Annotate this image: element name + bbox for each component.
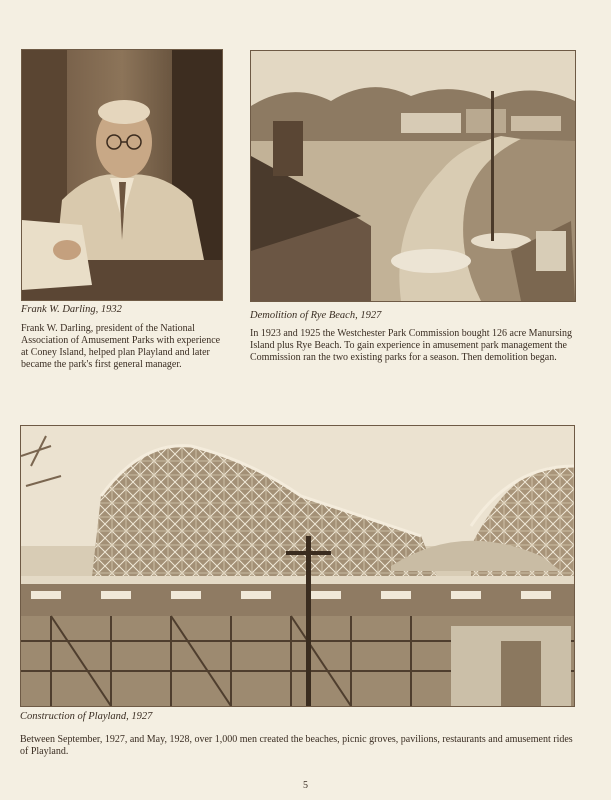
photo-1-caption: Frank W. Darling, 1932: [21, 304, 122, 315]
photo-frank-darling: [21, 49, 223, 301]
photo-2-description: In 1923 and 1925 the Westchester Park Commission bought 126 acre Manursing Island plus Rye Beach. To gain experience in amusement park management the Commission ran the two existing parks for a season. Then demolition began.: [250, 328, 573, 363]
photo-3-description: Between September, 1927, and May, 1928, over 1,000 men created the beaches, picnic groves, pavilions, restaurants and amusement rides of Playland.: [20, 734, 573, 757]
page-number: 5: [303, 780, 308, 791]
photo-3-caption: Construction of Playland, 1927: [20, 711, 153, 722]
photo-1-description: Frank W. Darling, president of the National Association of Amusement Parks with experience at Coney Island, helped plan Playland and later became the park's first general manager.: [21, 323, 221, 370]
photo-2-caption: Demolition of Rye Beach, 1927: [250, 310, 382, 321]
photo-playland-construction: [20, 425, 575, 707]
photo-rye-beach-demolition: [250, 50, 576, 302]
